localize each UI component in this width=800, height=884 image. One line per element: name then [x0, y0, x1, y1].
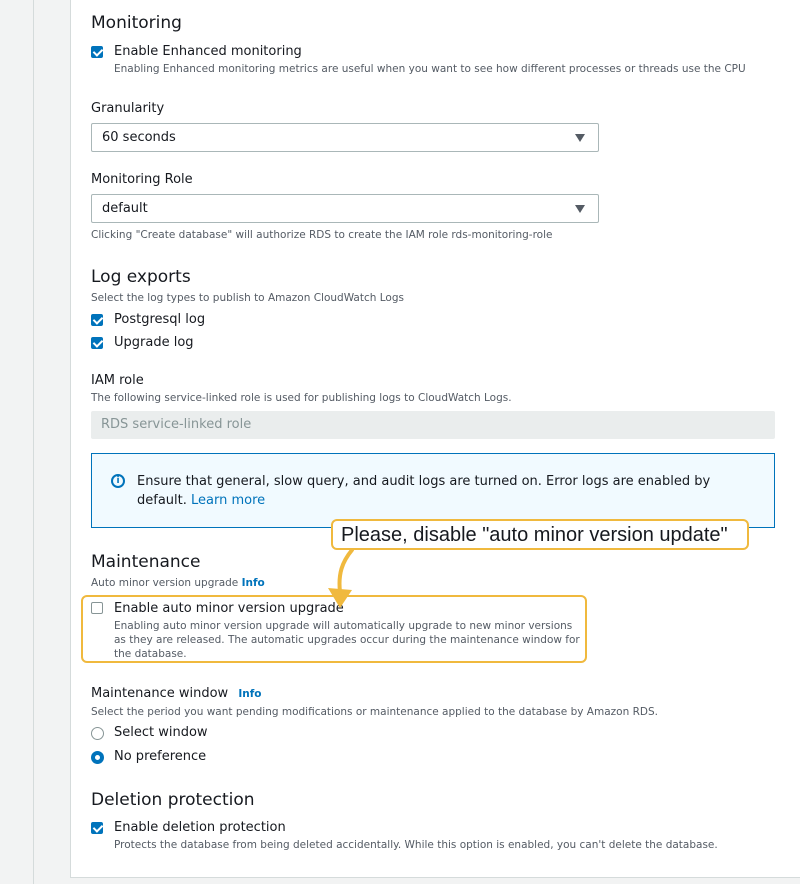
- info-alert-text: [137, 472, 757, 510]
- select-window-label: Select window: [114, 725, 208, 740]
- monitoring-role-note: Clicking "Create database" will authorize RDS to create the IAM role rds-monitoring-role: [91, 229, 553, 241]
- monitoring-title: Monitoring: [91, 13, 182, 33]
- maintenance-info-link[interactable]: Info: [241, 577, 265, 589]
- deletion-protection-label: Enable deletion protection: [114, 820, 286, 835]
- enhanced-monitoring-desc: Enabling Enhanced monitoring metrics are useful when you want to see how different processes or threads use the CPU: [114, 63, 746, 75]
- iam-role-desc: The following service-linked role is used for publishing logs to CloudWatch Logs.: [91, 392, 512, 404]
- maintenance-desc: Auto minor version upgrade: [91, 577, 239, 589]
- info-icon: i: [111, 474, 125, 488]
- granularity-label: Granularity: [91, 101, 165, 116]
- postgresql-log-label: Postgresql log: [114, 312, 206, 327]
- enhanced-monitoring-label: Enable Enhanced monitoring: [114, 44, 302, 59]
- maintenance-title: Maintenance: [91, 552, 201, 572]
- upgrade-log-checkbox[interactable]: [91, 337, 103, 349]
- deletion-protection-checkbox[interactable]: [91, 822, 103, 834]
- caret-down-icon: [575, 134, 585, 142]
- log-exports-desc: Select the log types to publish to Amazon CloudWatch Logs: [91, 292, 404, 304]
- granularity-select[interactable]: [91, 123, 599, 152]
- maintenance-window-info-link[interactable]: Info: [238, 688, 262, 700]
- auto-minor-upgrade-label: Enable auto minor version upgrade: [114, 601, 344, 616]
- log-exports-title: Log exports: [91, 267, 191, 287]
- maintenance-window-label: Maintenance window: [91, 686, 229, 701]
- maintenance-window-desc: Select the period you want pending modifications or maintenance applied to the database by Amazon RDS.: [91, 706, 658, 718]
- monitoring-role-value: default: [102, 201, 148, 216]
- monitoring-role-select[interactable]: [91, 194, 599, 223]
- monitoring-role-label: Monitoring Role: [91, 172, 193, 187]
- postgresql-log-checkbox[interactable]: [91, 314, 103, 326]
- annotation-arrow-icon: [320, 548, 370, 612]
- settings-panel: [70, 0, 800, 878]
- maintenance-desc-row: [91, 576, 265, 590]
- no-preference-label: No preference: [114, 749, 207, 764]
- learn-more-link[interactable]: Learn more: [191, 493, 266, 508]
- left-margin: [0, 0, 34, 884]
- info-alert: [91, 453, 775, 528]
- deletion-protection-desc: Protects the database from being deleted accidentally. While this option is enabled, you can't delete the database.: [114, 839, 718, 851]
- deletion-protection-title: Deletion protection: [91, 790, 255, 810]
- maintenance-window-row: [91, 686, 262, 701]
- enhanced-monitoring-checkbox[interactable]: [91, 46, 103, 58]
- iam-role-input: RDS service-linked role: [91, 411, 775, 439]
- granularity-value: 60 seconds: [102, 130, 176, 145]
- no-preference-radio[interactable]: [91, 751, 104, 764]
- select-window-radio[interactable]: [91, 727, 104, 740]
- info-alert-message: Ensure that general, slow query, and audit logs are turned on. Error logs are enabled by default.: [137, 474, 711, 508]
- upgrade-log-label: Upgrade log: [114, 335, 194, 350]
- caret-down-icon: [575, 205, 585, 213]
- iam-role-label: IAM role: [91, 373, 144, 388]
- auto-minor-upgrade-desc: Enabling auto minor version upgrade will automatically upgrade to new minor versions as they are released. The automatic upgrades occur during the maintenance window for the database.: [114, 620, 580, 660]
- annotation-callout: Please, disable "auto minor version update": [331, 519, 749, 550]
